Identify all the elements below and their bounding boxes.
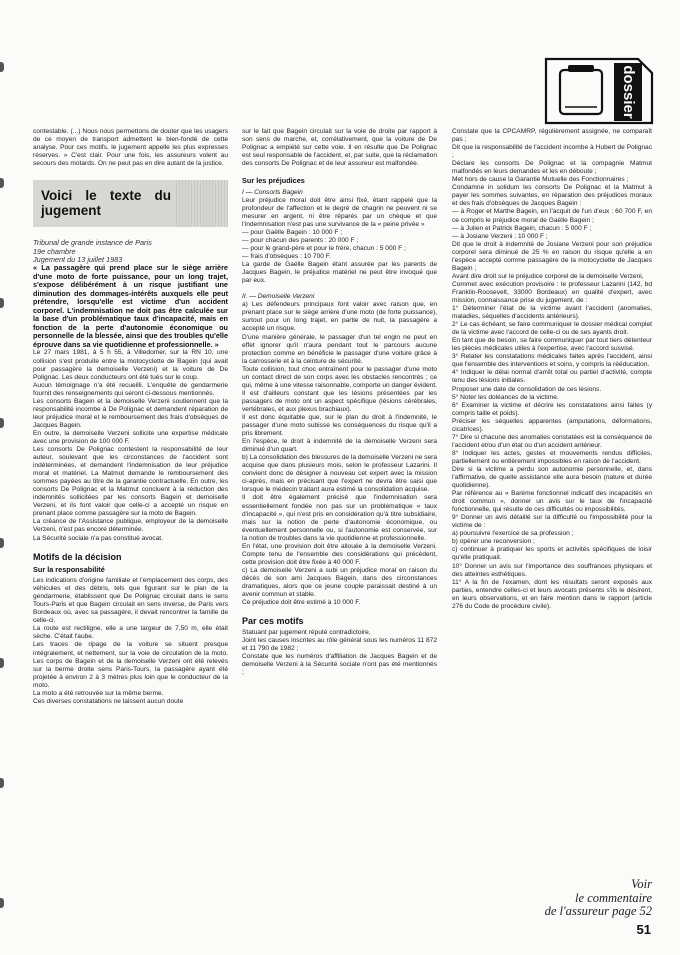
par-ces-motifs-heading: Par ces motifs: [242, 616, 304, 627]
verzeni-damages-body: a) Les défendeurs principaux font valoir avec raison que, en prenant place sur le siège arrière d'une moto (de forte puissance), surtout pour un long trajet, en partie de nuit, la passagère a accepté un risque. D'une manière générale, le passager d'un tel engin ne peut en effet ignorer qu'il n'aura pendant tout le parcours aucune protection comme en bénéficie le passager d'une voiture grâce à la carrosserie et à la ceinture de sécurité. Toute collision, tout choc entraînent pour le passager d'une moto un contact direct de son corps avec les obstacles rencontrés ; ce qui, même à une vitesse raisonnable, comporte un danger évident. Il est d'ailleurs constant que les lésions présentées par les passagers de moto ont un aspect spécifique (lésions cérébrales, vertébrales, et aux plexus brachiaux). Il est donc équitable que, sur le plan du droit à l'indemnité, le passager d'une moto subisse les conséquences du risque qu'il a pris librement. En l'espèce, le droit à indemnité de la demoiselle Verzeni sera diminué d'un quart. b) La consolidation des blessures de la demoiselle Verzeni ne sera acquise que dans plusieurs mois, selon le professeur Lazarini. Il convient donc de désigner à nouveau cet expert avec la mission ci-après, mais en précisant que l'expert ne devra être saisi que lorsque le médecin traitant aura estimé la consolidation acquise. Il doit être également précisé que l'indemnisation sera essentiellement fondée non pas sur un problématique « taux d'incapacité », qui n'est pris en considération qu'à titre subsidiaire, mais sur la notion de perte d'autonomie économique, ou éventuellement personnelle ou, si l'autonomie est conservée, sur la notion de troubles dans la vie quotidienne et professionnelle. En l'état, une provision doit être allouée à la demoiselle Verzeni. Compte tenu de l'ensemble des considérations qui précèdent, cette provision doit être fixée à 40 000 F. c) La demoiselle Verzeni a subi un préjudice moral en raison du décès de son ami Jacques Bagein, dans des circonstances dramatiques, alors que ce jeune couple paraissait destiné à un avenir commun et stable. Ce préjudice doit être estimé à 10 000 F.: [242, 301, 437, 607]
court-info: Tribunal de grande instance de Paris 19e chambre Jugement du 13 juillet 1983: [33, 238, 152, 265]
column-1: [33, 128, 228, 706]
binding-mark: [0, 898, 4, 908]
judgment-heading: Voici le texte du jugement: [41, 188, 171, 219]
motifs-heading: Motifs de la décision: [33, 551, 122, 562]
responsibility-body: Les indications d'origine familiale et l'emplacement des corps, des véhicules et des débris, tels que figurant sur le plan de la gendarmerie, établissent que De Polignac circulait dans le sens Tours-Paris et que Bagein circulait en sens inverse, de Paris vers Bordeaux où, avec sa passagère, il devait rencontrer la famille de celle-ci. La route est rectiligne, elle a une largeur de 7,50 m, elle était sèche. C'était l'aube. Les traces de ripage de la voiture se situent presque intégralement, et nettement, sur la voie de circulation de la moto. Les corps de Bagein et de la demoiselle Verzeni ont été relevés sur la berme droite sens Paris-Tours, la passagère ayant été projetée à environ 2 à 3 mètres plus loin que le conducteur de la moto. La moto a été retrouvée sur la même berme. Ces diverses constatations ne laissent aucun doute: [33, 577, 228, 705]
binding-mark: [0, 298, 4, 308]
sub-heading-bagein: I — Consorts Bagein: [242, 188, 303, 196]
binding-mark: [0, 178, 4, 188]
sub-heading-verzeni: II. — Demoiselle Verzeni: [242, 293, 315, 301]
lead-summary: « La passagère qui prend place sur le siège arrière d'une moto de forte puissance, pour un long trajet, s'expose délibérément à un risque justifiant une diminution des dommages-intérêts auxquels elle peut prétendre, lorsqu'elle est victime d'un accident corporel. L'indemnisation ne doit pas être calculée sur la base d'un problématique taux d'incapacité, mais en fonction de la perte d'autonomie économique ou personnelle de la blessée, ainsi que des troubles qu'elle éprouve dans sa vie quotidienne et professionnelle. »: [33, 263, 228, 349]
binding-mark: [0, 418, 4, 428]
heading-stripe: [176, 180, 228, 227]
dossier-logo: [544, 55, 654, 125]
logo-label: dossier: [620, 65, 638, 119]
binding-mark: [0, 658, 4, 668]
responsibility-continued: sur le fait que Bagein circulait sur la voie de droite par rapport à son sens de marche, et, corrélativement, que la voiture de De Polignac a empiété sur cette voie. Il en résulte que De Polignac est seul responsable de l'accident, et, par suite, que la réclamation des consorts De Polignac et de leur assureur est malfondée.: [242, 128, 437, 168]
judgment-heading-box: [33, 180, 228, 227]
binding-mark: [0, 538, 4, 548]
see-commentary-note: Voir le commentaire de l'assureur page 52: [544, 877, 652, 918]
intro-paragraph: contestable. (...) Nous nous permettons de douter que les usagers de ce moyen de transport admettent le bien-fondé de cette analyse. Pour ces motifs, le jugement appelle les plus expresses réserves. » C'est clair. Pour une fois, les assureurs volent au secours des motards. On ne peut pas en dire autant de la justice.: [33, 128, 228, 168]
par-ces-motifs-body: Statuant par jugement réputé contradictoire, Joint les causes inscrites au rôle général sous les numéros 11 872 et 11 790 de 1982 ; Constate que les numéros d'affiliation de Jacques Bagein et de demoiselle Verzeni à la Sécurité sociale n'ont pas été mentionnés ;: [242, 629, 437, 677]
bagein-damages-body: Leur préjudice moral doit être ainsi fixé, étant rappelé que la profondeur de l'affection et le degré de chagrin ne peuvent ni se mesurer en argent, ni être réparés par un chèque et que l'indemnisation n'est pas une survivance de la « peine privée » — pour Gaëlle Bagein : 10 000 F ; — pour chacun des parents : 20 000 F ; — pour le grand-père et pour le frère, chacun : 5 000 F ; — frais d'obsèques : 10 700 F. La garde de Gaëlle Bagein étant assurée par les parents de Jacques Bagein, le préjudice matériel ne peut être invoqué que par eux.: [242, 196, 437, 285]
ruling-body: Constate que la CPCAMRP, régulièrement assignée, ne comparaît pas ; Dit que la responsabilité de l'accident incombe à Hubert de Polignac ; Déclare les consorts De Polignac et la compagnie Matmut malfondés en leurs demandes et les en déboute ; Met hors de cause la Garantie Mutuelle des Fonctionnaires ; Condamne in solidum les consorts De Polignac et la Matmut à payer les sommes suivantes, en réparation des préjudices moraux et des frais d'obsèques de Jacques Bagein : — à Roger et Marthe Bagein, en l'acquit de l'un d'eux : 60 700 F, en ce compris le préjudice moral de Gaëlle Bagein ; — à Julien et Patrick Bagein, chacun : 5 000 F ; — à Josiane Verzeni : 10 000 F ; Dit que le droit à indemnité de Josiane Verzeni pour son préjudice corporel sera diminué de 25 % en raison du risque qu'elle a en l'espèce accepté comme passagère de la motocyclette de Jacques Bagein ; Avant dire droit sur le préjudice corporel de la demoiselle Verzeni, Commet avec exécution provisoire : le professeur Lazarini (142, bd Franklin-Roosevelt, 33000 Bordeaux) en qualité d'expert, avec mission, connaissance prise du jugement, de : 1° Déterminer l'état de la victime avant l'accident (anomalies, maladies, séquelles d'accidents antérieurs). 2° Le cas échéant, se faire communiquer le dossier médical complet de la victime avec l'accord de celle-ci ou de ses ayants droit. En tant que de besoin, se faire communiquer par tout tiers détenteur les pièces médicales utiles à l'expertise, avec l'accord susvisé. 3° Relater les constatations médicales faites après l'accident, ainsi que l'ensemble des interventions et soins, y compris la rééducation. 4° Indiquer le délai normal d'arrêt total ou partiel d'activité, compte tenu des lésions initiales. Proposer une date de consolidation de ces lésions. 5° Noter les doléances de la victime. 6° Examiner la victime et décrire les constatations ainsi faites (y compris taille et poids). Préciser les séquelles apparentes (amputations, déformations, cicatrices). 7° Dire si chacune des anomalies constatées est la conséquence de l'accident et/ou d'un état ou d'un accident antérieur. 8° Indiquer les actes, gestes et mouvements rendus difficiles, partiellement ou entièrement impossibles en raison de l'accident. Dire si la victime a perdu son autonomie personnelle, et, dans l'affirmative, de quelle assistance elle aura besoin (nature et durée quotidienne). Par référence au « Barème fonctionnel indicatif des incapacités en droit commun », donner un avis sur le taux de l'incapacité fonctionnelle, qui résulte de ces difficultés ou impossibilités. 9° Donner un avis détaillé sur la difficulté ou l'impossibilité pour la victime de : a) poursuivre l'exercice de sa profession ; b) opérer une reconversion ; c) continuer à pratiquer les sports et activités spécifiques de loisir qu'elle pratiquait. 10° Donner un avis sur l'importance des souffrances physiques et des atteintes esthétiques. 11° A la fin de l'examen, dont les résultats seront exposés aux parties, entendre celles-ci et leurs avocats présents s'ils le désirent, en leurs observations, et en faire mention dans le rapport (article 276 du Code de procédure civile).: [452, 128, 652, 610]
facts-body: Le 27 mars 1981, à 5 h 55, à Villedomer, sur la RN 10, une collision s'est produite entre la motocyclette de Bagein (qui avait pour passagère la demoiselle Verzeni) et la voiture de De Polignac. Les deux conducteurs ont été tués sur le coup. Aucun témoignage n'a été recueilli. L'enquête de gendarmerie fournit des renseignements qui seront ci-dessous mentionnés. Les consorts Bagein et la demoiselle Verzeni soutiennent que la responsabilité incombe à De Polignac et demandent réparation de leur préjudice moral et le remboursement des frais d'obsèques de Jacques Bagein. En outre, la demoiselle Verzeni sollicite une expertise médicale avec une provision de 100 000 F. Les consorts De Polignac contestent la responsabilité de leur auteur, soulevant que les circonstances de l'accident sont indéterminées, et demandent l'indemnisation de leur préjudice moral et matériel. La Matmut demande le remboursement des sommes payées au titre de la garantie contractuelle. En outre, les consorts De Polignac et la Matmut concluent à la réduction des indemnités sollicitées par les consorts Bagein et demoiselle Verzeni, et ils font valoir que celle-ci a accepté un risque en prenant place comme passagère sur la moto de Bagein. La créance de l'Assistance publique, employeur de la demoiselle Verzeni, n'est pas encore déterminée. La Sécurité sociale n'a pas constitué avocat.: [33, 349, 228, 542]
damages-heading: Sur les préjudices: [242, 176, 305, 186]
binding-mark: [0, 778, 4, 788]
column-2: [242, 128, 437, 677]
column-3: [452, 128, 652, 611]
responsibility-heading: Sur la responsabilité: [33, 564, 105, 574]
binding-mark: [0, 62, 4, 72]
page-number: 51: [636, 922, 651, 937]
